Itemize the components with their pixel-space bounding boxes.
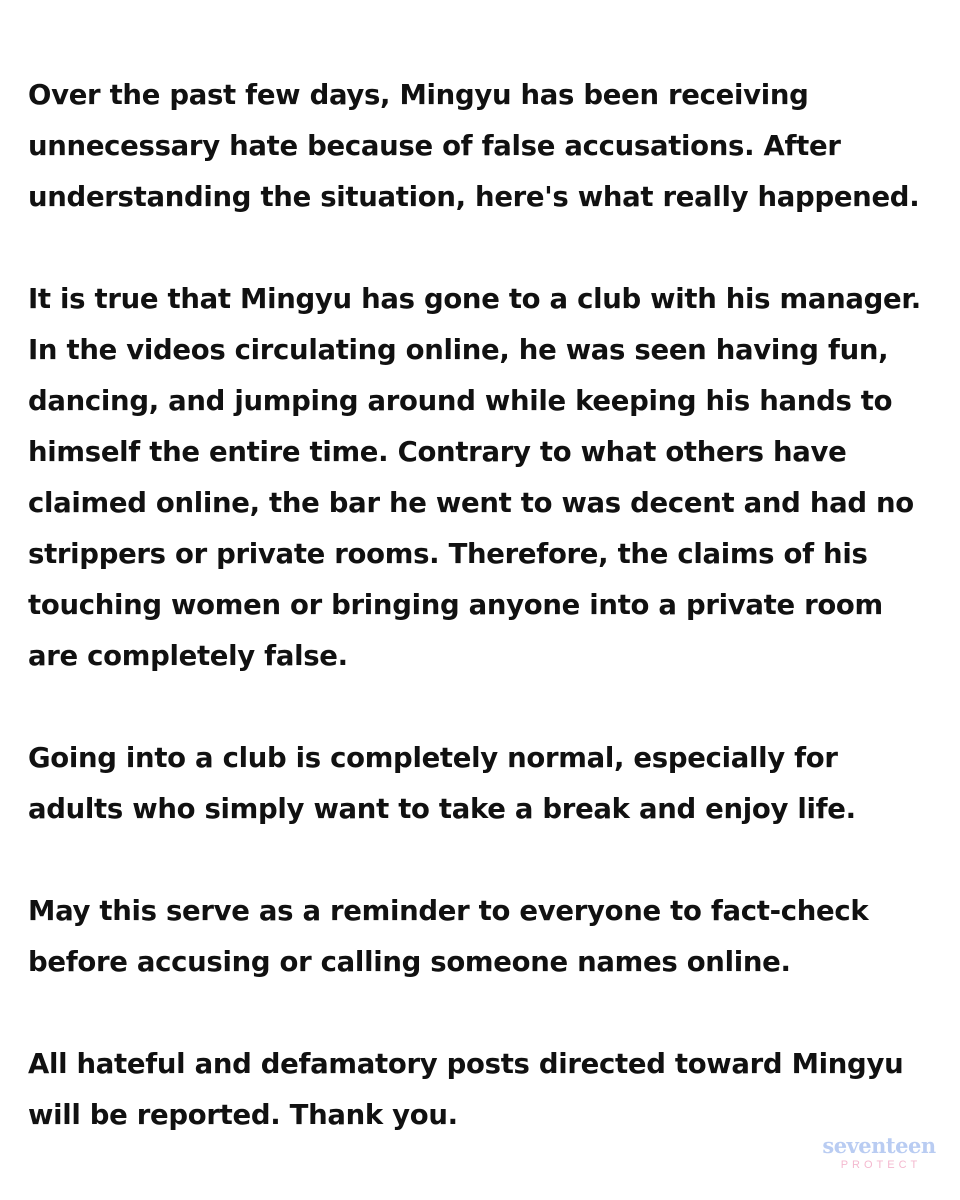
watermark-subtitle: PROTECT [840,1159,922,1171]
paragraph-reminder: May this serve as a reminder to everyone to fact-check before accusing or calling someone names online. [28,895,869,978]
paragraph-normal: Going into a club is completely normal, especially for adults who simply want to take a break and enjoy life. [28,742,856,825]
statement-body [28,70,938,1141]
watermark-title: seventeen [822,1133,936,1158]
paragraph-details: It is true that Mingyu has gone to a club with his manager. In the videos circulating online, he was seen having fun, dancing, and jumping around while keeping his hands to himself the entire time. Contrary to what others have claimed online, the bar he went to was decent and had no strippers or private rooms. Therefore, the claims of his touching women or bringing anyone into a private room are completely false. [28,283,921,672]
watermark-logo [820,1135,938,1172]
paragraph-intro: Over the past few days, Mingyu has been receiving unnecessary hate because of false accusations. After understanding the situation, here's what really happened. [28,79,920,213]
paragraph-closing: All hateful and defamatory posts directed toward Mingyu will be reported. Thank you. [28,1048,904,1131]
